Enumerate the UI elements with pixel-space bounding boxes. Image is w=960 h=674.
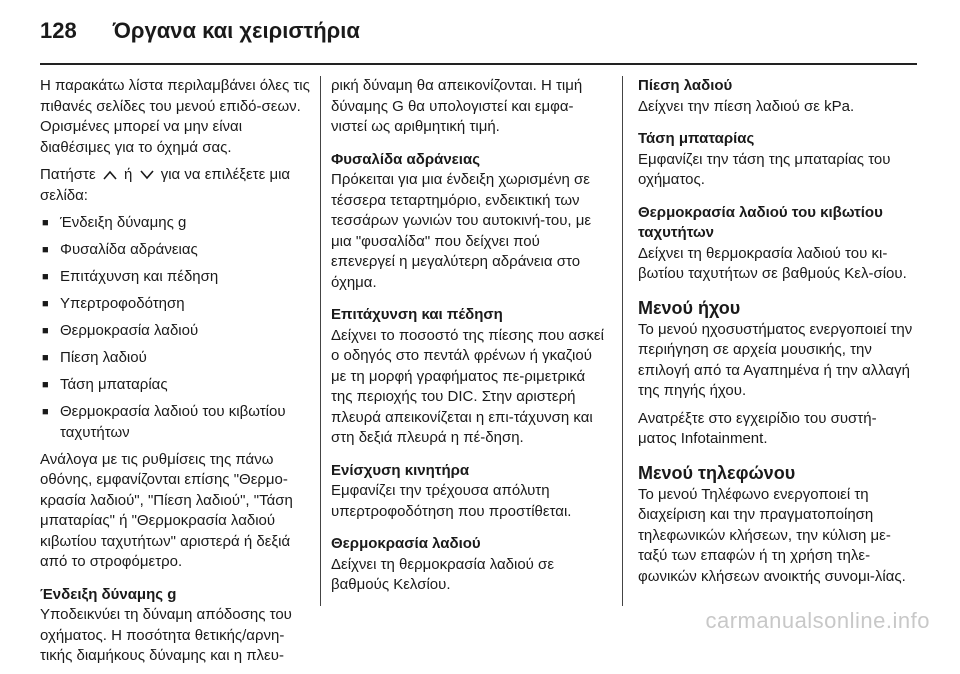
column-divider — [320, 76, 321, 606]
g-force-heading: Ένδειξη δύναμης g — [40, 585, 177, 603]
column-2 — [331, 76, 605, 603]
page-title: Όργανα και χειριστήρια — [112, 18, 360, 43]
column-divider — [622, 76, 623, 606]
list-item: ■ Πίεση λαδιού — [40, 348, 312, 369]
list-item: ■ Φυσαλίδα αδράνειας — [40, 240, 312, 261]
bubble-heading: Φυσαλίδα αδράνειας — [331, 150, 480, 168]
page-number: 128 — [40, 18, 77, 43]
oil-pressure-heading: Πίεση λαδιού — [638, 77, 733, 94]
accel-heading: Επιτάχυνση και πέδηση — [331, 306, 503, 323]
trans-oil-text: Δείχνει τη θερμοκρασία λαδιού του κι-βωτίου ταχυτήτων σε βαθμούς Κελ-σίου. — [638, 244, 907, 282]
audio-menu-heading: Μενού ήχου — [638, 297, 741, 318]
g-force-text: Υποδεικνύει τη δύναμη απόδοσης του οχήματος. Η ποσότητα θετικής/αρνη-τικής διαμήκους δύναμης και η πλευ- — [40, 606, 292, 664]
intro-paragraph: Η παρακάτω λίστα περιλαμβάνει όλες τις πιθανές σελίδες του μενού επιδό-σεων. Ορισμένες μπορεί να μην είναι διαθέσιμες για το όχημά σας. — [40, 77, 310, 156]
watermark: carmanualsonline.info — [705, 608, 930, 633]
header-rule — [40, 63, 917, 65]
page-header — [40, 18, 360, 50]
list-item: ■ Υπερτροφοδότηση — [40, 294, 312, 315]
chevron-down-icon — [140, 170, 154, 180]
column-3 — [638, 76, 913, 594]
list-item: ■ Επιτάχυνση και πέδηση — [40, 267, 312, 288]
oil-pressure-text: Δείχνει την πίεση λαδιού σε kPa. — [638, 97, 855, 115]
list-item: ■ Θερμοκρασία λαδιού — [40, 321, 312, 342]
audio-menu-text-2: Ανατρέξτε στο εγχειρίδιο του συστή-ματος Infotainment. — [638, 409, 877, 447]
list-item: ■ Τάση μπαταρίας — [40, 375, 312, 396]
phone-menu-heading: Μενού τηλεφώνου — [638, 462, 796, 483]
list-item: ■ Ένδειξη δύναμης g — [40, 213, 312, 234]
bubble-text: Πρόκειται για μια ένδειξη χωρισμένη σε τέσσερα τεταρτημόριο, ενδεικτική των τεσσάρων γωνιών του αυτοκινή-του, με μια "φυσαλίδα" που δείχνει πού επενεργεί η μεγαλύτερη αδράνεια στο όχημα. — [331, 171, 592, 291]
column-1 — [40, 76, 312, 674]
trans-oil-heading: Θερμοκρασία λαδιού του κιβωτίου ταχυτήτων — [638, 203, 883, 241]
list-item: ■ Θερμοκρασία λαδιού του κιβωτίου ταχυτήτων — [40, 402, 312, 443]
oil-temp-heading: Θερμοκρασία λαδιού — [331, 535, 481, 552]
after-list-paragraph: Ανάλογα με τις ρυθμίσεις της πάνω οθόνης, εμφανίζονται επίσης "Θερμο-κρασία λαδιού", "Πίεση λαδιού", "Τάση μπαταρίας" ή "Θερμοκρασία λαδιού κιβωτίου ταχυτήτων" αριστερά ή δεξιά από το στροφόμετρο. — [40, 450, 293, 570]
boost-heading: Ενίσχυση κινητήρα — [331, 461, 470, 479]
page-list — [40, 213, 312, 443]
boost-text: Εμφανίζει την τρέχουσα απόλυτη υπερτροφοδότηση που προστίθεται. — [331, 482, 572, 520]
accel-text: Δείχνει το ποσοστό της πίεσης που ασκεί ο οδηγός στο πεντάλ φρένων ή γκαζιού με τη μορφή γραφήματος πε-ριμετρικά της περιοχής του DIC. Στην αριστερή πλευρά απεικονίζεται η επι-τάχυνση και στη δεξιά πλευρά η πέ-δηση. — [331, 326, 604, 446]
audio-menu-text: Το μενού ηχοσυστήματος ενεργοποιεί την περιήγηση σε αρχεία μουσικής, την επιλογή από τα Αγαπημένα ή την αλλαγή της πηγής ήχου. — [638, 320, 913, 399]
battery-text: Εμφανίζει την τάση της μπαταρίας του οχήματος. — [638, 150, 891, 188]
oil-temp-text: Δείχνει τη θερμοκρασία λαδιού σε βαθμούς Κελσίου. — [331, 555, 555, 593]
press-instruction: Πατήστε ή για να επιλέξετε μια σελίδα: — [40, 166, 291, 204]
chevron-up-icon — [103, 170, 117, 180]
g-force-text-continued: ρική δύναμη θα απεικονίζονται. Η τιμή δύναμης G θα υπολογιστεί και εμφα-νιστεί ως αριθμητική τιμή. — [331, 77, 583, 135]
battery-heading: Τάση μπαταρίας — [638, 130, 755, 147]
phone-menu-text: Το μενού Τηλέφωνο ενεργοποιεί τη διαχείριση και την πραγματοποίηση τηλεφωνικών κλήσεων, την κύλιση με-ταξύ των επαφών ή τη χρήση τηλε-φωνικών κλήσεων ανοικτής συνομι-λίας. — [638, 485, 906, 585]
